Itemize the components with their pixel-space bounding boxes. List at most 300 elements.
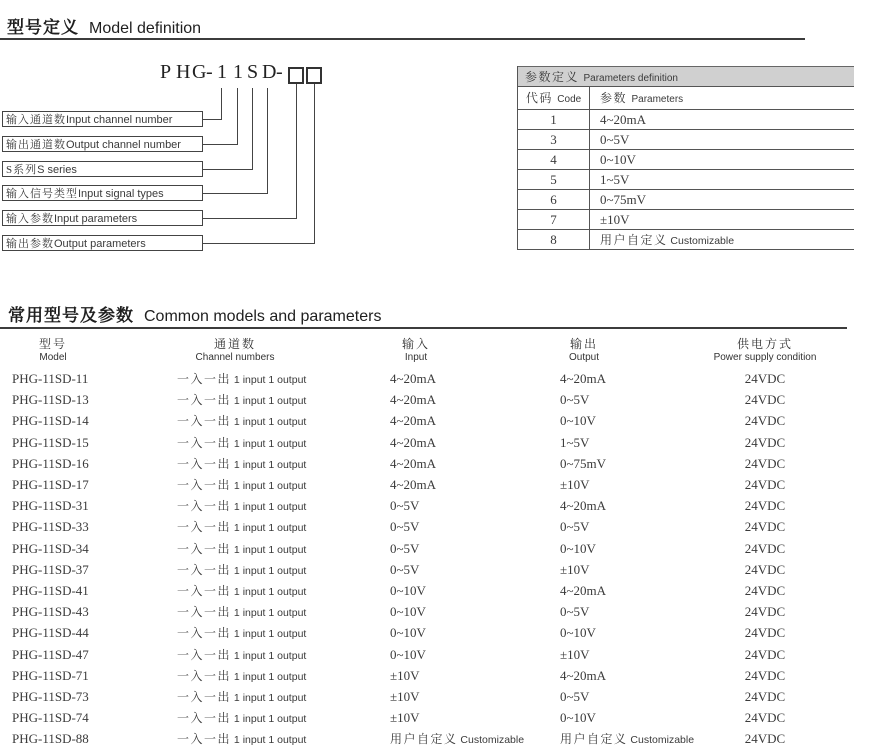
text-zh: 一入一出 — [177, 648, 232, 662]
power-cell — [745, 435, 785, 451]
channels-cell — [177, 413, 306, 430]
input-cell — [390, 371, 436, 387]
output-cell — [560, 477, 590, 493]
text-en: 1 input 1 output — [231, 522, 307, 534]
section1-title-zh: 型号定义 — [7, 18, 79, 37]
text-en: 24VDC — [744, 731, 786, 746]
input-cell — [390, 541, 419, 557]
power-cell — [745, 541, 785, 557]
section1-title-en: Model definition — [89, 20, 202, 37]
param-cell — [590, 190, 854, 209]
column-header-en: Input — [404, 352, 428, 363]
channels-cell — [177, 562, 306, 579]
text-en: 0~10V — [560, 625, 596, 640]
text-en: PHG-11SD-14 — [12, 413, 89, 428]
power-cell — [745, 583, 785, 599]
parameters-table-column-header — [518, 87, 854, 110]
model-label-box — [2, 235, 203, 251]
param-cell — [590, 150, 854, 169]
text-zh: 一入一出 — [177, 372, 232, 386]
text-zh: 一入一出 — [177, 563, 232, 577]
channels-cell — [177, 668, 306, 685]
input-cell — [390, 689, 420, 705]
text-zh: 一入一出 — [177, 584, 232, 598]
text-en: PHG-11SD-71 — [12, 668, 89, 683]
text-zh: 一入一出 — [177, 669, 232, 683]
model-label-zh: 输出参数 — [6, 238, 54, 250]
section2-title-zh: 常用型号及参数 — [8, 306, 134, 325]
text-en: 24VDC — [744, 477, 786, 492]
text-en: 0~5V — [390, 498, 420, 513]
model-code-char: - — [206, 61, 213, 83]
text-zh: 一入一出 — [177, 711, 232, 725]
parameters-table-title-zh: 参数定义 — [525, 70, 580, 84]
channels-cell — [177, 731, 306, 748]
text-en: 0~75mV — [600, 192, 647, 207]
output-cell — [560, 371, 606, 387]
column-header-en: Model — [39, 352, 67, 363]
model-label-box — [2, 210, 203, 226]
text-zh: 一入一出 — [177, 499, 232, 513]
column-header-output — [569, 337, 599, 363]
model-label-zh: 输入通道数 — [6, 114, 66, 126]
model-label-zh: S系列 — [6, 164, 38, 176]
text-en: PHG-11SD-88 — [12, 731, 89, 746]
connector-vline — [252, 88, 253, 169]
model-code-char: 1 — [233, 61, 243, 83]
text-zh: 一入一出 — [177, 542, 232, 556]
text-zh: 一入一出 — [177, 520, 232, 534]
text-en: PHG-11SD-15 — [12, 435, 89, 450]
text-en: ±10V — [560, 562, 590, 577]
table-row — [0, 477, 873, 497]
input-cell — [390, 519, 419, 535]
output-cell — [560, 604, 589, 620]
text-en: 1 input 1 output — [231, 650, 307, 662]
model-cell — [12, 710, 89, 726]
model-code-char: H — [176, 61, 191, 83]
text-en: 24VDC — [744, 392, 786, 407]
table-row — [0, 731, 873, 750]
parameters-table-row — [518, 170, 854, 190]
section2-title-en: Common models and parameters — [144, 308, 382, 325]
table-row — [0, 519, 873, 539]
model-label-en: Output channel number — [66, 139, 181, 151]
text-en: 4~20mA — [390, 456, 437, 471]
text-en: 4~20mA — [600, 112, 647, 127]
output-cell — [560, 456, 606, 472]
text-en: 0~5V — [560, 604, 590, 619]
channels-cell — [177, 477, 306, 494]
section1-title — [7, 13, 201, 38]
text-en: PHG-11SD-33 — [12, 519, 89, 534]
text-en: 0~10V — [390, 625, 426, 640]
text-en: 24VDC — [744, 689, 786, 704]
parameters-table-rows — [518, 110, 854, 250]
param-header-zh: 参数 — [600, 91, 628, 105]
text-en: 24VDC — [744, 710, 786, 725]
power-cell — [745, 562, 785, 578]
text-en: PHG-11SD-41 — [12, 583, 89, 598]
param-header-en: Parameters — [631, 94, 684, 105]
output-cell — [560, 562, 590, 578]
text-zh: 用户自定义 — [560, 732, 628, 746]
text-en: 4~20mA — [390, 435, 437, 450]
model-cell — [12, 435, 89, 451]
connector-hline — [200, 193, 268, 194]
model-cell — [12, 562, 89, 578]
param-cell — [590, 210, 854, 229]
power-cell — [745, 498, 785, 514]
channels-cell — [177, 371, 306, 388]
column-header-zh: 通道数 — [213, 337, 256, 351]
channels-cell — [177, 689, 306, 706]
model-code-char: S — [247, 61, 259, 83]
text-en: 24VDC — [744, 435, 786, 450]
model-label-en: S series — [37, 164, 77, 176]
text-en: 0~5V — [390, 562, 420, 577]
text-zh: 一入一出 — [177, 690, 232, 704]
table-row — [0, 562, 873, 582]
parameters-table-title-en: Parameters definition — [583, 73, 678, 84]
channels-cell — [177, 456, 306, 473]
text-zh: 一入一出 — [177, 732, 232, 746]
parameters-table-row — [518, 210, 854, 230]
channels-cell — [177, 498, 306, 515]
power-cell — [745, 625, 785, 641]
text-en: 1~5V — [600, 172, 630, 187]
text-en: 1 input 1 output — [231, 374, 307, 386]
parameters-table-row — [518, 190, 854, 210]
text-en: 24VDC — [744, 647, 786, 662]
text-en: 1 input 1 output — [231, 501, 307, 513]
channels-cell — [177, 541, 306, 558]
table-row — [0, 689, 873, 709]
text-zh: 一入一出 — [177, 393, 232, 407]
text-zh: 一入一出 — [177, 457, 232, 471]
model-cell — [12, 583, 89, 599]
code-header-zh: 代码 — [525, 91, 553, 105]
output-cell — [560, 647, 590, 663]
column-header-channel-numbers — [196, 337, 275, 363]
table-row — [0, 392, 873, 412]
column-header-en: Power supply condition — [713, 352, 817, 363]
column-header-zh: 供电方式 — [736, 337, 793, 351]
text-zh: 一入一出 — [177, 626, 232, 640]
input-cell — [390, 604, 426, 620]
text-en: 4~20mA — [390, 413, 437, 428]
text-en: Customizable — [457, 734, 525, 746]
text-en: 4~20mA — [560, 668, 607, 683]
text-en: PHG-11SD-74 — [12, 710, 89, 725]
table-row — [0, 604, 873, 624]
text-en: PHG-11SD-47 — [12, 647, 89, 662]
text-en: 0~5V — [560, 392, 590, 407]
text-en: 4~20mA — [560, 498, 607, 513]
model-code-char: - — [276, 61, 283, 83]
connector-hline — [200, 243, 315, 244]
output-cell — [560, 583, 606, 599]
text-en: PHG-11SD-16 — [12, 456, 89, 471]
text-en: 0~5V — [560, 519, 590, 534]
text-en: 0~5V — [390, 541, 420, 556]
connector-vline — [296, 84, 297, 218]
channels-cell — [177, 583, 306, 600]
text-en: 24VDC — [744, 413, 786, 428]
output-cell — [560, 625, 596, 641]
text-en: PHG-11SD-43 — [12, 604, 89, 619]
input-cell — [390, 477, 436, 493]
text-zh: 用户自定义 — [390, 732, 458, 746]
text-en: ±10V — [390, 710, 420, 725]
table-row — [0, 541, 873, 561]
param-cell — [590, 230, 854, 249]
code-cell: 4 — [518, 150, 590, 169]
text-en: PHG-11SD-13 — [12, 392, 89, 407]
input-cell — [390, 731, 524, 748]
table-row — [0, 647, 873, 667]
model-label-box — [2, 136, 203, 152]
text-en: 0~5V — [560, 689, 590, 704]
text-en: 24VDC — [744, 456, 786, 471]
channels-cell — [177, 519, 306, 536]
power-cell — [745, 413, 785, 429]
text-en: 24VDC — [744, 625, 786, 640]
connector-hline — [200, 218, 297, 219]
output-cell — [560, 668, 606, 684]
model-label-zh: 输入参数 — [6, 213, 54, 225]
output-cell — [560, 731, 694, 748]
output-cell — [560, 710, 596, 726]
output-cell — [560, 413, 596, 429]
model-cell — [12, 456, 89, 472]
text-en: 24VDC — [744, 583, 786, 598]
parameters-table-row — [518, 110, 854, 130]
code-cell: 6 — [518, 190, 590, 209]
text-en: 0~5V — [390, 519, 420, 534]
text-en: 4~20mA — [560, 371, 607, 386]
channels-cell — [177, 625, 306, 642]
connector-vline — [267, 88, 268, 193]
model-cell — [12, 625, 89, 641]
text-en: 1 input 1 output — [231, 565, 307, 577]
input-cell — [390, 562, 419, 578]
text-en: ±10V — [560, 647, 590, 662]
text-zh: 一入一出 — [177, 414, 232, 428]
column-header-power-supply-condition — [714, 337, 817, 363]
text-en: Customizable — [667, 235, 735, 247]
text-en: 24VDC — [744, 541, 786, 556]
text-en: 1 input 1 output — [231, 713, 307, 725]
text-en: 24VDC — [744, 498, 786, 513]
parameters-definition-table — [517, 66, 854, 250]
text-en: 0~10V — [600, 152, 636, 167]
model-cell — [12, 519, 89, 535]
power-cell — [745, 371, 785, 387]
model-cell — [12, 668, 89, 684]
text-en: 0~10V — [390, 583, 426, 598]
table-row — [0, 413, 873, 433]
input-cell — [390, 456, 436, 472]
column-header-en: Output — [568, 352, 600, 363]
model-code-char: 1 — [217, 61, 227, 83]
text-zh: 用户自定义 — [600, 233, 668, 247]
text-en: 1 input 1 output — [231, 671, 307, 683]
model-placeholder-box — [288, 67, 304, 84]
model-code-char: D — [262, 61, 277, 83]
power-cell — [745, 604, 785, 620]
power-cell — [745, 456, 785, 472]
input-cell — [390, 435, 436, 451]
model-cell — [12, 371, 88, 387]
input-cell — [390, 668, 420, 684]
text-en: 1 input 1 output — [231, 734, 307, 746]
column-header-zh: 输出 — [569, 337, 598, 351]
model-label-en: Input parameters — [54, 213, 138, 225]
text-en: 4~20mA — [390, 371, 437, 386]
input-cell — [390, 498, 419, 514]
column-header-zh: 输入 — [401, 337, 431, 351]
channels-cell — [177, 435, 306, 452]
model-label-box — [2, 185, 203, 201]
param-cell — [590, 110, 854, 129]
text-en: ±10V — [390, 689, 420, 704]
model-label-en: Output parameters — [54, 238, 146, 250]
text-en: 0~10V — [560, 710, 596, 725]
parameters-table-header — [518, 66, 854, 87]
table-row — [0, 625, 873, 645]
parameters-table-row — [518, 150, 854, 170]
table-row — [0, 668, 873, 688]
text-en: ±10V — [560, 477, 590, 492]
model-cell — [12, 647, 89, 663]
model-cell — [12, 413, 89, 429]
table-row — [0, 583, 873, 603]
connector-hline — [200, 144, 238, 145]
text-en: 24VDC — [744, 519, 786, 534]
text-en: 1 input 1 output — [231, 628, 307, 640]
channels-cell — [177, 604, 306, 621]
text-en: PHG-11SD-11 — [12, 371, 89, 386]
code-header-en: Code — [557, 94, 582, 105]
text-zh: 一入一出 — [177, 478, 232, 492]
model-cell — [12, 541, 89, 557]
column-header-input — [402, 337, 430, 363]
model-label-en: Input channel number — [66, 114, 173, 126]
code-cell: 5 — [518, 170, 590, 189]
param-cell — [590, 170, 854, 189]
power-cell — [745, 647, 785, 663]
connector-vline — [314, 84, 315, 243]
output-cell — [560, 541, 596, 557]
table-row — [0, 710, 873, 730]
text-zh: 一入一出 — [177, 605, 232, 619]
section1-title-rule — [0, 38, 805, 40]
text-en: 1 input 1 output — [231, 544, 307, 556]
model-cell — [12, 498, 89, 514]
model-code-char: P — [160, 61, 172, 83]
section2-title — [8, 301, 381, 326]
text-en: 0~10V — [390, 647, 426, 662]
text-en: 0~5V — [600, 132, 630, 147]
model-code-char: G — [192, 61, 207, 83]
channels-cell — [177, 710, 306, 727]
output-cell — [560, 519, 589, 535]
text-en: PHG-11SD-37 — [12, 562, 89, 577]
code-cell: 8 — [518, 230, 590, 249]
text-en: 1 input 1 output — [231, 459, 307, 471]
text-en: 24VDC — [744, 371, 786, 386]
text-en: PHG-11SD-17 — [12, 477, 89, 492]
model-cell — [12, 392, 89, 408]
text-en: 0~10V — [560, 413, 596, 428]
model-label-box — [2, 161, 203, 177]
power-cell — [745, 731, 785, 747]
text-en: Customizable — [627, 734, 695, 746]
output-cell — [560, 392, 589, 408]
text-en: 1 input 1 output — [231, 416, 307, 428]
input-cell — [390, 647, 426, 663]
model-cell — [12, 477, 89, 493]
text-en: 1~5V — [560, 435, 590, 450]
code-cell: 7 — [518, 210, 590, 229]
text-en: PHG-11SD-31 — [12, 498, 89, 513]
connector-vline — [237, 88, 238, 144]
output-cell — [560, 689, 589, 705]
model-cell — [12, 689, 89, 705]
text-en: 1 input 1 output — [231, 692, 307, 704]
column-header-zh: 型号 — [38, 337, 68, 351]
power-cell — [745, 668, 785, 684]
parameters-table-row — [518, 130, 854, 150]
text-en: 0~75mV — [560, 456, 607, 471]
model-cell — [12, 604, 89, 620]
text-en: ±10V — [600, 212, 630, 227]
connector-hline — [200, 169, 253, 170]
text-en: ±10V — [390, 668, 420, 683]
model-label-en: Input signal types — [78, 188, 164, 200]
table-row — [0, 371, 873, 391]
text-en: 0~10V — [390, 604, 426, 619]
column-header-en: Channel numbers — [195, 352, 275, 363]
text-en: 0~10V — [560, 541, 596, 556]
text-en: 24VDC — [744, 562, 786, 577]
text-en: 4~20mA — [560, 583, 607, 598]
text-en: 1 input 1 output — [231, 438, 307, 450]
text-zh: 一入一出 — [177, 436, 232, 450]
text-en: 1 input 1 output — [231, 586, 307, 598]
model-label-zh: 输入信号类型 — [6, 188, 78, 200]
power-cell — [745, 519, 785, 535]
connector-vline — [221, 88, 222, 119]
model-label-box — [2, 111, 203, 127]
input-cell — [390, 392, 436, 408]
column-header-model — [39, 337, 67, 363]
code-column-header — [518, 87, 590, 109]
table-row — [0, 456, 873, 476]
text-en: 1 input 1 output — [231, 480, 307, 492]
section2-title-rule — [0, 327, 847, 329]
input-cell — [390, 413, 436, 429]
power-cell — [745, 710, 785, 726]
code-cell: 1 — [518, 110, 590, 129]
model-placeholder-box — [306, 67, 322, 84]
power-cell — [745, 689, 785, 705]
model-cell — [12, 731, 89, 747]
text-en: PHG-11SD-34 — [12, 541, 89, 556]
output-cell — [560, 498, 606, 514]
text-en: 4~20mA — [390, 477, 437, 492]
